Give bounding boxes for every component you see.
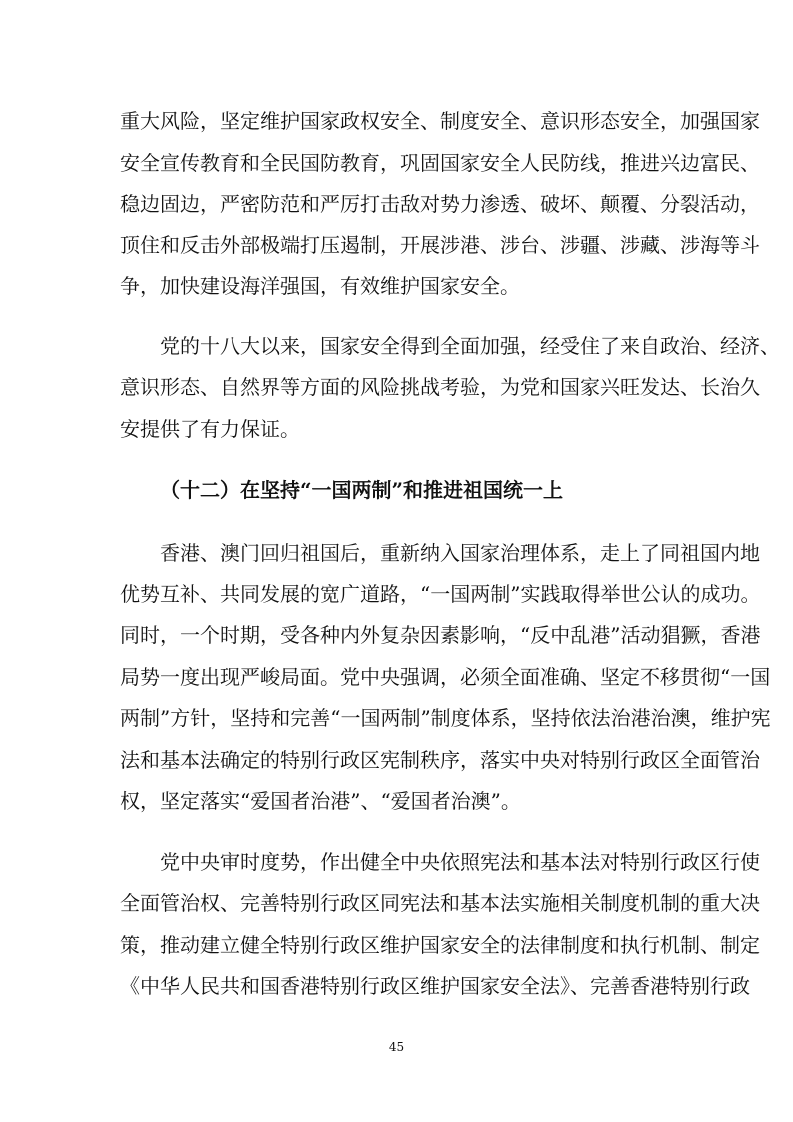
paragraph-line: 局势一度出现严峻局面。党中央强调，必须全面准确、坚定不移贯彻“一国 — [120, 665, 771, 689]
paragraph-line: 意识形态、自然界等方面的风险挑战考验，为党和国家兴旺发达、长治久 — [120, 375, 760, 399]
paragraph-line: 《中华人民共和国香港特别行政区维护国家安全法》、完善香港特别行政 — [120, 974, 750, 998]
paragraph-line: 策，推动建立健全特别行政区维护国家安全的法律制度和执行机制、制定 — [120, 933, 760, 957]
paragraph-line: 法和基本法确定的特别行政区宪制秩序，落实中央对特别行政区全面管治 — [120, 748, 760, 772]
page-number: 45 — [388, 1040, 405, 1054]
paragraph-line: 香港、澳门回归祖国后，重新纳入国家治理体系，走上了同祖国内地 — [160, 541, 760, 565]
paragraph-line: 权，坚定落实“爱国者治港”、“爱国者治澳”。 — [120, 789, 521, 813]
paragraph-line: 争，加快建设海洋强国，有效维护国家安全。 — [120, 274, 520, 298]
section-heading: （十二）在坚持“一国两制”和推进祖国统一上 — [160, 478, 564, 502]
paragraph-line: 安全宣传教育和全民国防教育，巩固国家安全人民防线，推进兴边富民、 — [120, 151, 760, 175]
paragraph-line: 全面管治权、完善特别行政区同宪法和基本法实施相关制度机制的重大决 — [120, 891, 760, 915]
paragraph-line: 优势互补、共同发展的宽广道路，“一国两制”实践取得举世公认的成功。 — [120, 582, 761, 606]
paragraph-line: 同时，一个时期，受各种内外复杂因素影响，“反中乱港”活动猖獗，香港 — [120, 623, 761, 647]
paragraph-line: 顶住和反击外部极端打压遏制，开展涉港、涉台、涉疆、涉藏、涉海等斗 — [120, 233, 760, 257]
paragraph-line: 稳边固边，严密防范和严厉打击敌对势力渗透、破坏、颠覆、分裂活动， — [120, 192, 760, 216]
paragraph-line: 安提供了有力保证。 — [120, 417, 300, 441]
paragraph-line: 党的十八大以来，国家安全得到全面加强，经受住了来自政治、经济、 — [160, 334, 780, 358]
paragraph-line: 党中央审时度势，作出健全中央依照宪法和基本法对特别行政区行使 — [160, 850, 760, 874]
paragraph-line: 重大风险，坚定维护国家政权安全、制度安全、意识形态安全，加强国家 — [120, 109, 760, 133]
paragraph-line: 两制”方针，坚持和完善“一国两制”制度体系，坚持依法治港治澳，维护宪 — [120, 706, 771, 730]
